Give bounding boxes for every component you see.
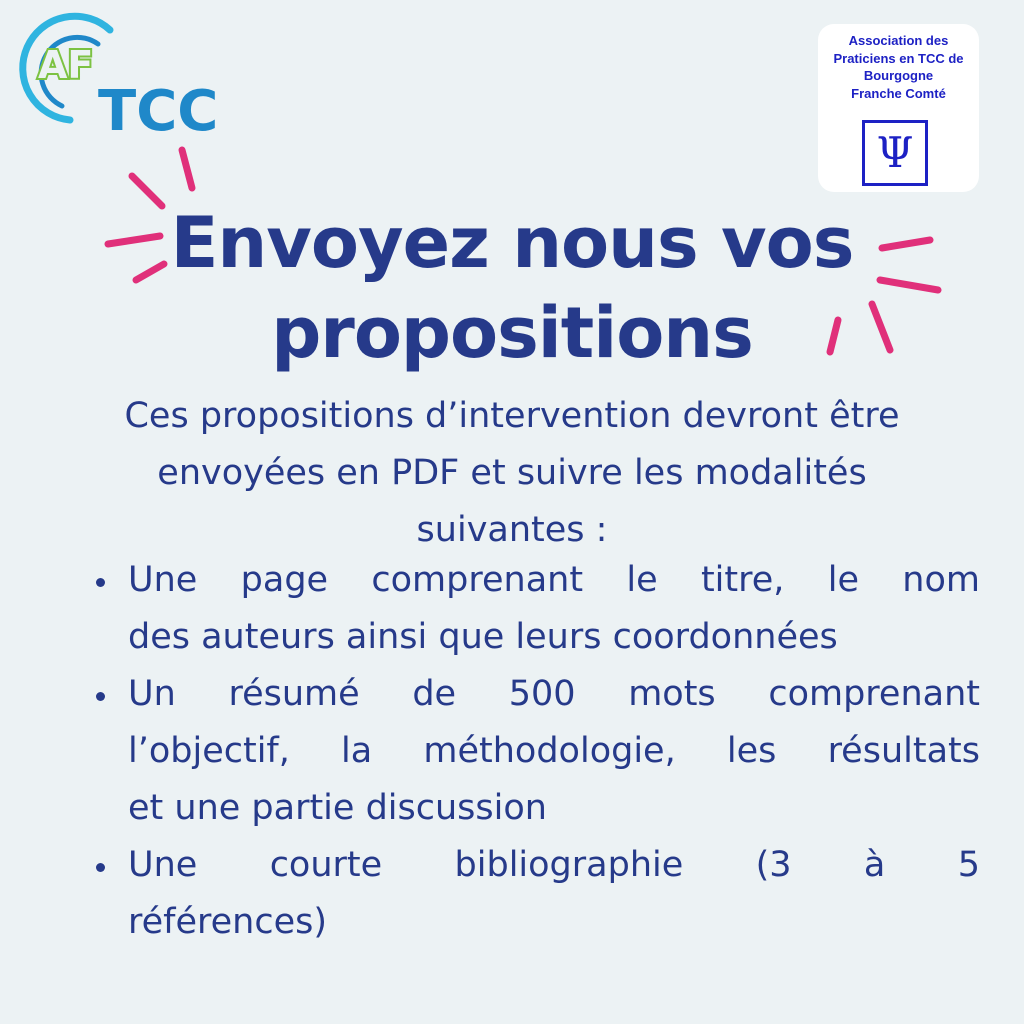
bullet-icon	[96, 692, 105, 701]
word: à	[863, 845, 886, 885]
intro-paragraph	[40, 388, 984, 559]
word: page	[240, 560, 329, 600]
list-item-summary	[96, 666, 980, 837]
word: Un	[128, 674, 176, 714]
word: le	[827, 560, 859, 600]
intro-line: envoyées en PDF et suivre les modalités	[157, 453, 867, 493]
list-line-justified	[128, 723, 980, 780]
intro-line: suivantes :	[416, 510, 608, 550]
word: méthodologie,	[423, 731, 676, 771]
list-line-justified	[128, 666, 980, 723]
requirements-list	[96, 552, 980, 951]
word: l’objectif,	[128, 731, 290, 771]
word: la	[341, 731, 373, 771]
word: courte	[269, 845, 383, 885]
logo-monogram: AF	[38, 43, 94, 87]
word: résultats	[827, 731, 980, 771]
word: de	[412, 674, 457, 714]
association-name: Association des Praticiens en TCC de Bourgogne Franche Comté	[833, 33, 964, 101]
page-title-line-1: Envoyez nous vos	[170, 202, 854, 284]
word: Une	[128, 845, 198, 885]
word: comprenant	[768, 674, 980, 714]
list-line: des auteurs ainsi que leurs coordonnées	[128, 617, 838, 657]
list-line-justified	[128, 837, 980, 894]
list-item-bibliography	[96, 837, 980, 951]
bullet-icon	[96, 578, 105, 587]
word: comprenant	[371, 560, 584, 600]
word: Une	[128, 560, 198, 600]
list-line: références)	[128, 902, 328, 942]
list-item-title-page	[96, 552, 980, 666]
logo-wordmark: TCC	[98, 79, 219, 140]
psi-symbol-icon: Ψ	[862, 120, 928, 186]
association-card	[818, 24, 979, 192]
word: titre,	[700, 560, 785, 600]
list-line-justified	[128, 552, 980, 609]
aftcc-logo-mark	[10, 10, 260, 140]
word: 5	[957, 845, 980, 885]
page-title-line-2: propositions	[271, 292, 753, 374]
word: bibliographie	[454, 845, 684, 885]
word: résumé	[228, 674, 360, 714]
list-line: et une partie discussion	[128, 788, 547, 828]
bullet-icon	[96, 863, 105, 872]
intro-line: Ces propositions d’intervention devront être	[124, 396, 900, 436]
word: les	[726, 731, 777, 771]
word: mots	[628, 674, 716, 714]
aftcc-logo	[10, 10, 260, 140]
word: 500	[508, 674, 576, 714]
word: le	[626, 560, 658, 600]
word: (3	[755, 845, 792, 885]
word: nom	[902, 560, 980, 600]
